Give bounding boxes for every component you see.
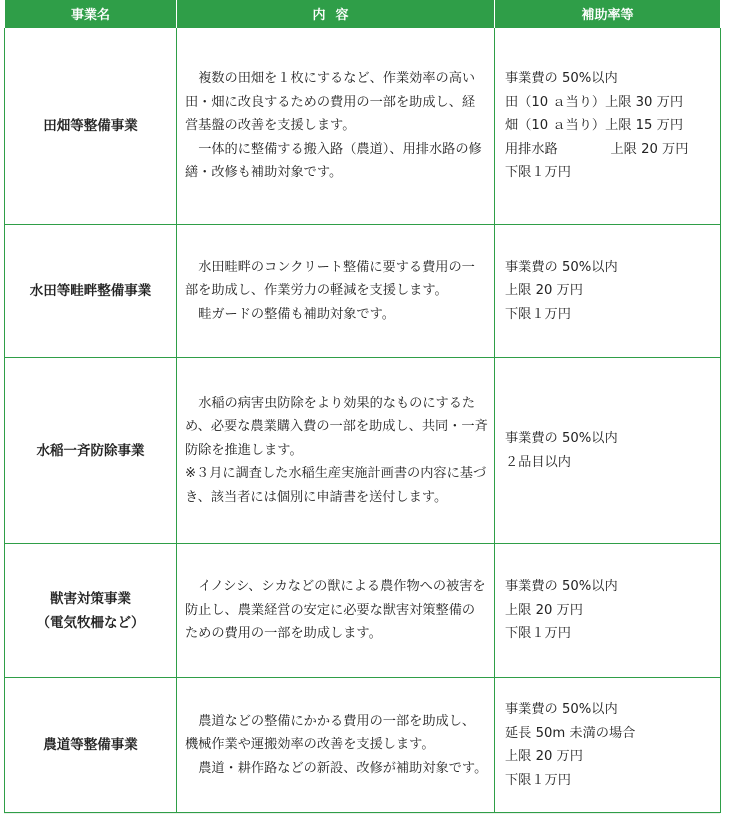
rate-line: 下限１万円 xyxy=(505,165,571,181)
table-header-row xyxy=(5,0,721,28)
rate-line: 上限 20 万円 xyxy=(505,283,583,299)
content-cell xyxy=(177,28,495,225)
project-name-cell xyxy=(5,358,177,544)
rate-line: ２品目以内 xyxy=(505,454,571,470)
content-cell xyxy=(177,358,495,544)
table-row xyxy=(5,678,721,813)
table-row xyxy=(5,28,721,225)
table-row xyxy=(5,225,721,358)
content-paragraph: 農道・耕作路などの新設、改修が補助対象です。 xyxy=(198,760,488,776)
content-paragraph: 水稲の病害虫防除をより効果的なものにするため、必要な農業購入費の一部を助成し、共同・一斉防除を推進します。 xyxy=(185,395,488,458)
header-rate: 補助率等 xyxy=(495,0,721,28)
subsidy-table-container xyxy=(4,0,720,814)
content-paragraph: 水田畦畔のコンクリート整備に要する費用の一部を助成し、作業労力の軽減を支援します。 xyxy=(185,259,475,299)
rate-line: 畑（10 ａ当り）上限 15 万円 xyxy=(505,118,684,134)
content-paragraph: 一体的に整備する搬入路（農道）、用排水路の修繕・改修も補助対象です。 xyxy=(185,141,482,181)
rate-cell xyxy=(495,678,721,813)
rate-line: 事業費の 50%以内 xyxy=(505,259,618,275)
rate-line: 下限１万円 xyxy=(505,772,571,788)
rate-line: 用排水路 上限 20 万円 xyxy=(505,141,689,157)
project-name-cell xyxy=(5,544,177,678)
rate-line: 田（10 ａ当り）上限 30 万円 xyxy=(505,94,684,110)
header-project-name: 事業名 xyxy=(5,0,177,28)
table-row xyxy=(5,358,721,544)
project-name: 水稲一斉防除事業 xyxy=(36,442,145,459)
content-cell xyxy=(177,225,495,358)
project-name: 田畑等整備事業 xyxy=(43,118,138,134)
rate-cell xyxy=(495,225,721,358)
project-name-cell xyxy=(5,225,177,358)
rate-line: 下限１万円 xyxy=(505,626,571,642)
table-row xyxy=(5,544,721,678)
rate-line: 上限 20 万円 xyxy=(505,602,583,618)
rate-line: 下限１万円 xyxy=(505,306,571,322)
content-note: ※３月に調査した水稲生産実施計画書の内容に基づき、該当者には個別に申請書を送付します。 xyxy=(185,466,487,505)
rate-line: 延長 50m 未満の場合 xyxy=(505,725,636,741)
rate-cell xyxy=(495,544,721,678)
rate-line: 事業費の 50%以内 xyxy=(505,702,618,717)
project-name-cell xyxy=(5,678,177,813)
rate-cell xyxy=(495,28,721,225)
rate-line: 事業費の 50%以内 xyxy=(505,431,618,446)
rate-cell xyxy=(495,358,721,544)
project-name-sub: （電気牧柵など） xyxy=(36,614,145,631)
rate-line: 上限 20 万円 xyxy=(505,749,583,764)
header-content: 内容 xyxy=(177,0,495,28)
content-cell xyxy=(177,678,495,813)
project-name: 水田等畦畔整備事業 xyxy=(29,283,152,299)
content-paragraph: 畦ガードの整備も補助対象です。 xyxy=(198,306,395,322)
project-name: 獣害対策事業 xyxy=(50,590,131,607)
subsidy-table xyxy=(4,0,721,813)
content-paragraph: 農道などの整備にかかる費用の一部を助成し、機械作業や運搬効率の改善を支援します。 xyxy=(185,713,476,753)
project-name: 農道等整備事業 xyxy=(43,737,138,753)
content-paragraph: イノシシ、シカなどの獣による農作物への被害を防止し、農業経営の安定に必要な獣害対策整備のための費用の一部を助成します。 xyxy=(185,579,486,642)
rate-line: 事業費の 50%以内 xyxy=(505,579,618,595)
content-paragraph: 複数の田畑を１枚にするなど、作業効率の高い田・畑に改良するための費用の一部を助成し、経営基盤の改善を支援します。 xyxy=(185,71,476,134)
project-name-cell xyxy=(5,28,177,225)
rate-line: 事業費の 50%以内 xyxy=(505,71,618,87)
content-cell xyxy=(177,544,495,678)
